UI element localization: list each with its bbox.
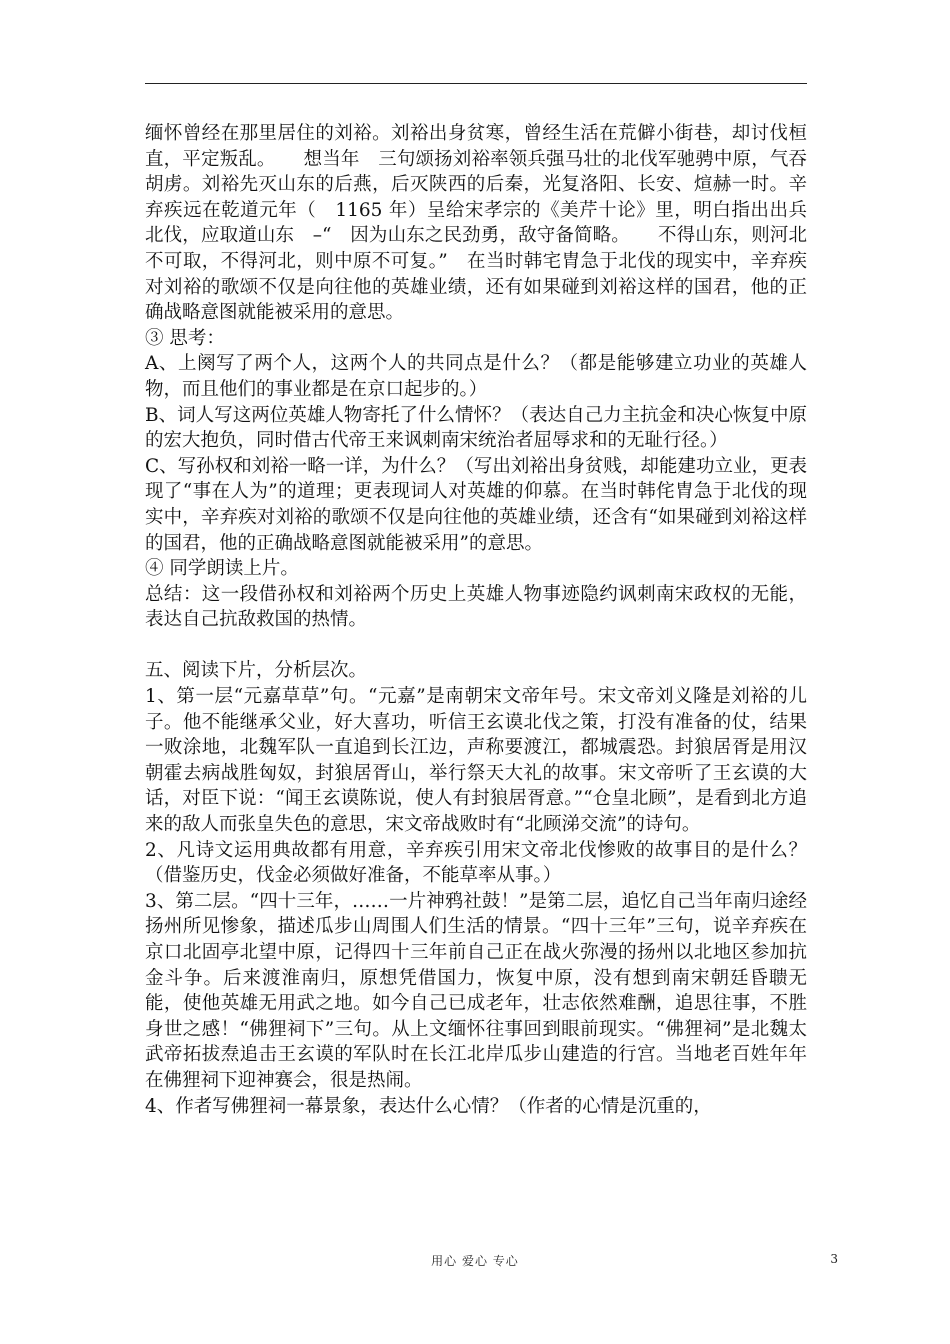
paragraph-question-c: C、写孙权和刘裕一略一详，为什么？（写出刘裕出身贫贱，却能建功立业，更表现了“事在人为”的道理；更表现词人对英雄的仰慕。在当时韩侘胄急于北伐的现实中，辛弃疾对刘裕的歌颂不仅是向往他的英雄业绩，还含有“如果碰到刘裕这样的国君，他的正确战略意图就能被采用”的意思。 [145, 455, 807, 554]
document-body [145, 121, 807, 1119]
paragraph-question-2: 2、凡诗文运用典故都有用意，辛弃疾引用宋文帝北伐惨败的故事目的是什么？（借鉴历史，伐金必须做好准备，不能草率从事。） [145, 839, 807, 887]
paragraph-summary: 总结：这一段借孙权和刘裕两个历史上英雄人物事迹隐约讽刺南宋政权的无能，表达自己抗敌救国的热情。 [145, 583, 807, 631]
paragraph-liuyu-praise: 缅怀曾经在那里居住的刘裕。刘裕出身贫寒，曾经生活在荒僻小街巷，却讨伐桓直，平定叛乱。 想当年 三句颂扬刘裕率领兵强马壮的北伐军驰骋中原，气吞胡虏。刘裕先灭山东的后燕，后灭陕西的后秦，光复洛阳、长安、煊赫一时。辛弃疾远在乾道元年（ 1165 年）呈给宋孝宗的《美芹十论》里，明白指出出兵北伐，应取道山东 –“ 因为山东之民劲勇，敌守备简略。 不得山东，则河北不可取，不得河北，则中原不可复。” 在当时韩宅胄急于北伐的现实中，辛弃疾对刘裕的歌颂不仅是向往他的英雄业绩，还有如果碰到刘裕这样的国君，他的正确战略意图就能被采用的意思。 [145, 123, 807, 324]
paragraph-layer-two: 3、第二层。“四十三年，……一片神鸦社鼓！”是第二层，追忆自己当年南归途经扬州所见惨象，描述瓜步山周围人们生活的情景。“四十三年”三句，说辛弃疾在京口北固亭北望中原，记得四十三年前自己正在战火弥漫的扬州以北地区参加抗金斗争。后来渡淮南归，原想凭借国力，恢复中原，没有想到南宋朝廷昏聩无能，使他英雄无用武之地。如今自己已成老年，壮志依然难酬，追思往事，不胜身世之感！“佛狸祠下”三句。从上文缅怀往事回到眼前现实。“佛狸祠”是北魏太武帝拓拔焘追击王玄谟的军队时在长江北岸瓜步山建造的行宫。当地老百姓年年在佛狸祠下迎神赛会，很是热闹。 [145, 890, 807, 1091]
footer-motto: 用心 爱心 专心 [431, 1254, 519, 1268]
paragraph-read-aloud: ④ 同学朗读上片。 [145, 558, 299, 580]
paragraph-question-4: 4、作者写佛狸祠一幕景象，表达什么心情？（作者的心情是沉重的， [145, 1095, 712, 1117]
section-heading-five: 五、阅读下片，分析层次。 [145, 660, 368, 682]
paragraph-question-a: A、上阕写了两个人，这两个人的共同点是什么？（都是能够建立功业的英雄人物，而且他们的事业都是在京口起步的。） [145, 353, 807, 400]
blank-line [145, 633, 807, 659]
header-rule [145, 83, 807, 84]
paragraph-layer-one: 1、第一层“元嘉草草”句。“元嘉”是南朝宋文帝年号。宋文帝刘义隆是刘裕的儿子。他不能继承父业，好大喜功，听信王玄谟北伐之策，打没有准备的仗，结果一败涂地，北魏军队一直追到长江边，声称要渡江，都城震恐。封狼居胥是用汉朝霍去病战胜匈奴，封狼居胥山，举行祭天大礼的故事。宋文帝听了王玄谟的大话，对臣下说：“闻王玄谟陈说，使人有封狼居胥意。”“仓皇北顾”，是看到北方追来的敌人而张皇失色的意思，宋文帝战败时有“北顾涕交流”的诗句。 [145, 686, 807, 836]
page-number: 3 [830, 1252, 838, 1266]
paragraph-question-b: B、词人写这两位英雄人物寄托了什么情怀？（表达自己力主抗金和决心恢复中原的宏大抱负，同时借古代帝王来讽刺南宋统治者屈辱求和的无耻行径。） [145, 404, 807, 452]
paragraph-think-heading: ③ 思考： [145, 327, 225, 349]
